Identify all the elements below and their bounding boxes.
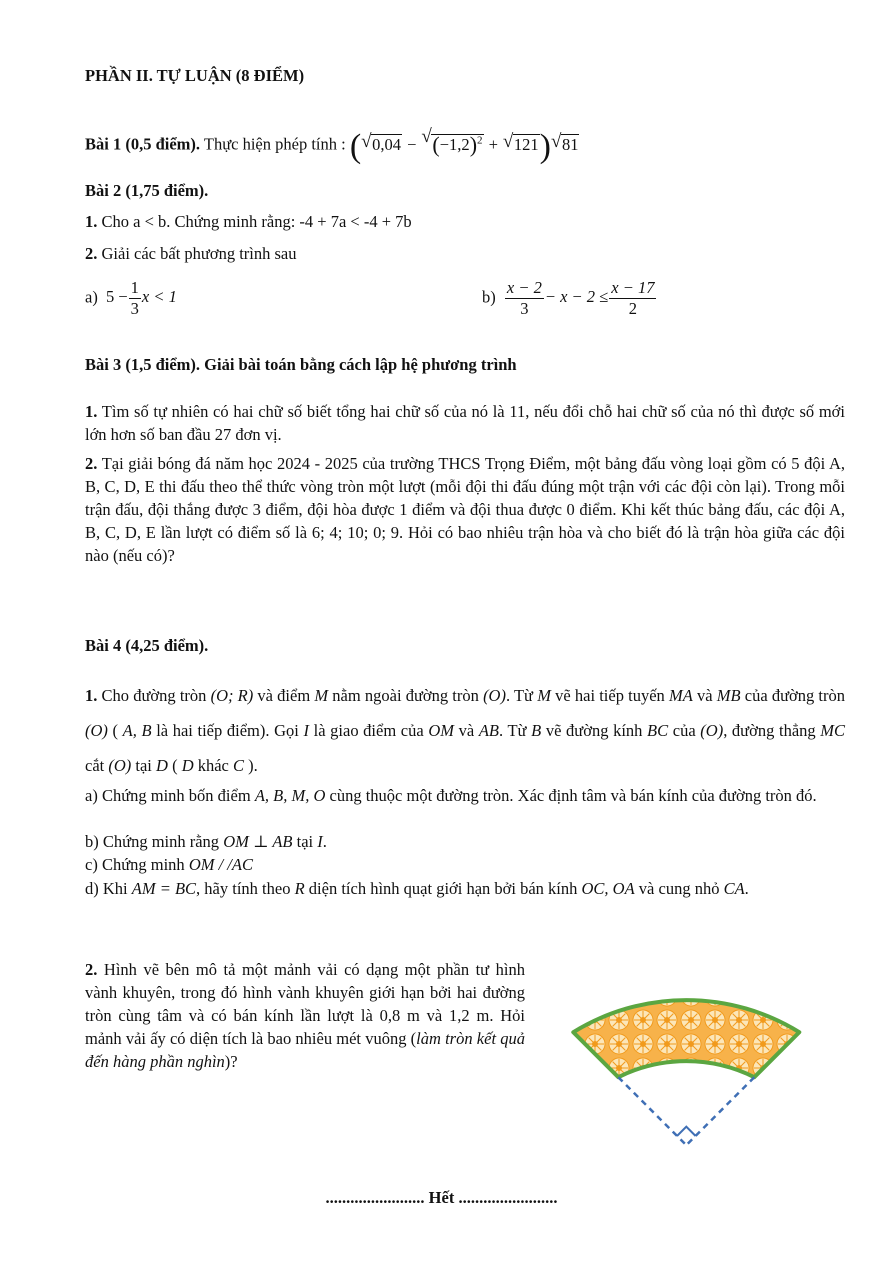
end-marker: ........................ Hết ........................ [325, 1188, 558, 1207]
sqrt-121: √ 121 [502, 130, 539, 154]
problem-3-part-2: 2. Tại giải bóng đá năm học 2024 - 2025 của trường THCS Trọng Điểm, một bảng đấu vòng loại gồm có 5 đội A, B, C, D, E thi đấu theo thể thức vòng tròn một lượt (mỗi đội thi đấu đúng một trận với các đội còn lại). Trong mỗi trận đấu, đội thắng được 3 điểm, đội hòa được 1 điểm và đội thua được 0 điểm. Khi kết thúc bảng đấu, các đội A, B, C, D, E lần lượt có điểm số là 6; 4; 10; 0; 9. Hỏi có bao nhiêu trận hòa và cho biết đó là trận hòa giữa các đội nào (nếu có)? [85, 454, 845, 565]
problem-3-part-1: 1. Tìm số tự nhiên có hai chữ số biết tổng hai chữ số của nó là 11, nếu đổi chỗ hai chữ số của nó thì được số mới lớn hơn số ban đầu 27 đơn vị. [85, 402, 845, 444]
problem-4-question-d: d) Khi AM = BC, hãy tính theo R diện tích hình quạt giới hạn bởi bán kính OC, OA và cung nhỏ CA. [85, 879, 749, 898]
problem-3-title: Bài 3 (1,5 điểm). Giải bài toán bằng cách lập hệ phương trình [85, 355, 517, 374]
dashed-radius-left [618, 1077, 686, 1145]
problem-4-question-c: c) Chứng minh OM / /AC [85, 855, 253, 874]
sqrt-0-04: √ 0,04 [361, 130, 402, 154]
annulus-sector-shape [573, 1000, 799, 1077]
problem-1-label: Bài 1 (0,5 điểm). [85, 134, 201, 154]
problem-4-part-2: 2. Hình vẽ bên mô tả một mảnh vải có dạng một phần tư hình vành khuyên, trong đó hình vành khuyên giới hạn bởi hai đường tròn cùng tâm và có bán kính lần lượt là 0,8 m và 1,2 m. Hỏi mảnh vải ấy có diện tích là bao nhiêu mét vuông (làm tròn kết quả đến hàng phần nghìn)? [85, 960, 525, 1071]
annulus-sector-figure [535, 960, 835, 1175]
sqrt-81: √ 81 [550, 130, 579, 154]
section-header: PHẦN II. TỰ LUẬN (8 ĐIỂM) [85, 66, 305, 85]
problem-4-part-1: 1. Cho đường tròn (O; R) và điểm M nằm ngoài đường tròn (O). Từ M vẽ hai tiếp tuyến MA và MB của đường tròn (O) ( A, B là hai tiếp điểm). Gọi I là giao điểm của OM và AB. Từ B vẽ đường kính BC của (O), đường thẳng MC cắt (O) tại D ( D khác C ). [85, 686, 846, 775]
problem-4-question-b: b) Chứng minh rằng OM ⊥ AB tại I. [85, 832, 327, 851]
problem-1-expression: ( √ 0,04 − √ $(-1,2)^2$ + √ 121) √ 81 [349, 126, 579, 165]
sqrt-squared: √ $(-1,2)^2$ [421, 126, 483, 157]
right-angle-mark [677, 1127, 696, 1136]
problem-4-title: Bài 4 (4,25 điểm). [85, 636, 209, 655]
inequality-b: b) $\frac{x - 2}{3}$ − x − 2 ≤ $\frac{x - 17}{2}$ [482, 278, 655, 318]
problem-4-question-a: a) Chứng minh bốn điểm A, B, M, O cùng thuộc một đường tròn. Xác định tâm và bán kính của đường tròn đó. [85, 786, 817, 805]
problem-2-label: Bài 2 (1,75 điểm). [85, 181, 209, 200]
problem-1 [85, 125, 845, 165]
inequality-a: a) 5 − $\frac{1}{3}$ x < 1 [85, 278, 177, 318]
dashed-radius-right [686, 1077, 754, 1145]
problem-2-part-1: 1. Cho a < b. Chứng minh rằng: -4 + 7a < -4 + 7b [85, 212, 412, 231]
problem-2-part-2: 2. Giải các bất phương trình sau [85, 244, 297, 263]
problem-1-text: Thực hiện phép tính : [200, 134, 346, 154]
